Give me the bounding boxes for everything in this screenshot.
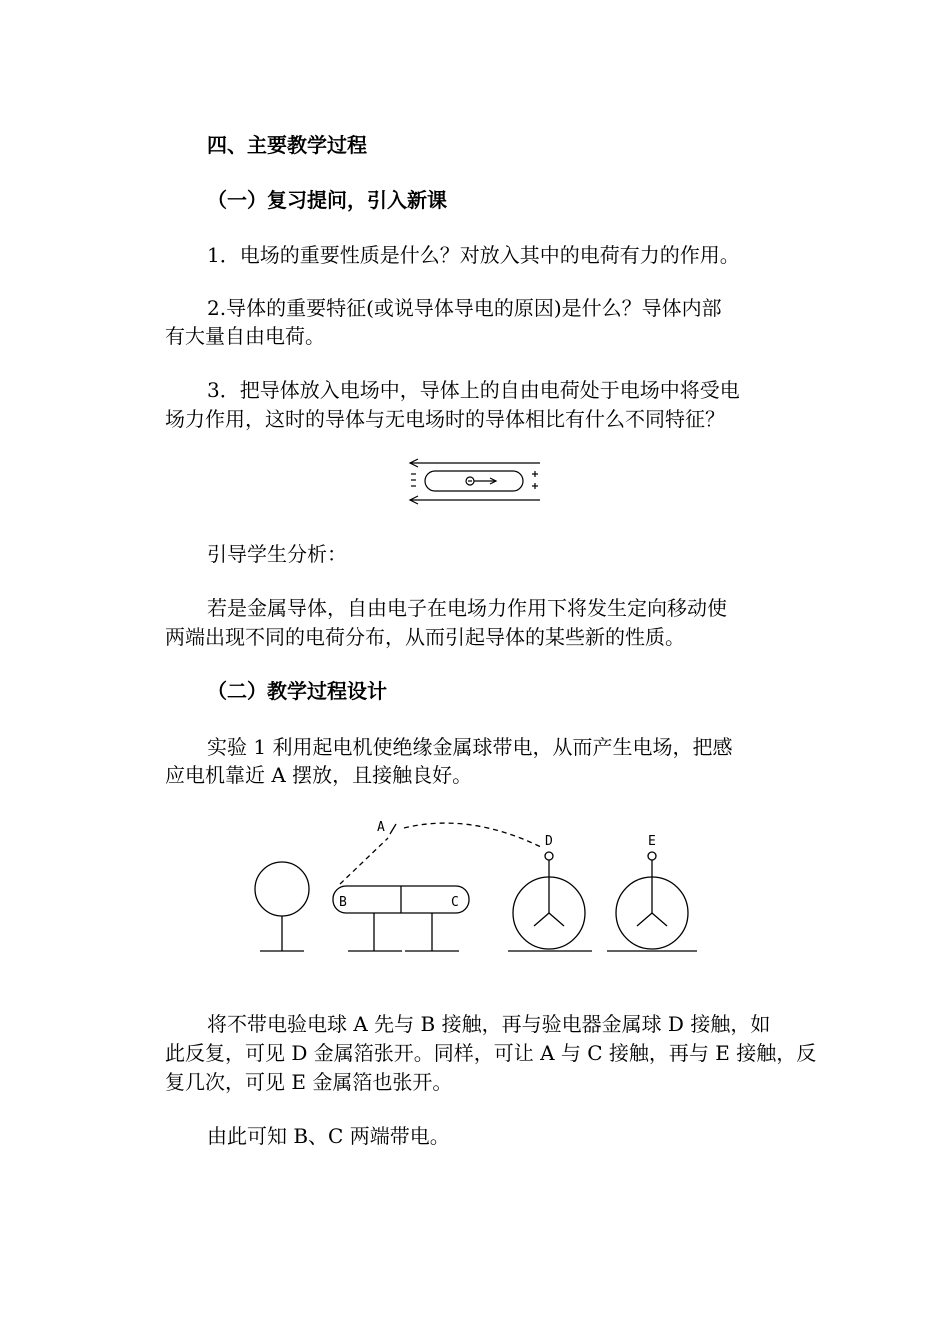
label-a: A bbox=[377, 820, 385, 835]
conductor-field-figure bbox=[410, 459, 540, 504]
label-d: D bbox=[545, 834, 553, 849]
electroscope-e-leaf bbox=[637, 913, 652, 926]
experiment-1-line-2: 应电机靠近 A 摆放，且接触良好。 bbox=[165, 763, 473, 787]
label-c: C bbox=[451, 895, 459, 910]
observation-line-1: 将不带电验电球 A 先与 B 接触，再与验电器金属球 D 接触，如 bbox=[207, 1012, 771, 1036]
label-b: B bbox=[339, 895, 347, 910]
question-3-line-1: 3．把导体放入电场中，导体上的自由电荷处于电场中将受电 bbox=[207, 378, 740, 402]
observation-line-2: 此反复，可见 D 金属箔张开。同样，可让 A 与 C 接触，再与 E 接触，反 bbox=[165, 1041, 817, 1065]
probe-a bbox=[390, 824, 396, 834]
section-2-title: （二）教学过程设计 bbox=[207, 679, 387, 703]
probe-path-to-b bbox=[340, 838, 388, 884]
question-2-line-1: 2.导体的重要特征(或说导体导电的原因)是什么？导体内部 bbox=[207, 296, 722, 320]
electroscope-d-leaf bbox=[549, 913, 564, 926]
question-2-line-2: 有大量自由电荷。 bbox=[165, 324, 325, 348]
charged-sphere bbox=[255, 862, 309, 916]
label-e: E bbox=[648, 834, 656, 849]
analysis-line-2: 两端出现不同的电荷分布，从而引起导体的某些新的性质。 bbox=[165, 625, 685, 649]
analysis-line-1: 若是金属导体，自由电子在电场力作用下将发生定向移动使 bbox=[207, 596, 727, 620]
observation-line-3: 复几次，可见 E 金属箔也张开。 bbox=[165, 1070, 453, 1094]
experiment-1-line-1: 实验 1 利用起电机使绝缘金属球带电，从而产生电场，把感 bbox=[207, 735, 733, 759]
main-heading: 四、主要教学过程 bbox=[207, 133, 367, 157]
induction-experiment-figure bbox=[255, 823, 697, 951]
question-1: 1．电场的重要性质是什么？对放入其中的电荷有力的作用。 bbox=[207, 243, 740, 267]
conclusion-text: 由此可知 B、C 两端带电。 bbox=[207, 1124, 450, 1148]
electroscope-d-leaf bbox=[534, 913, 549, 926]
question-3-line-2: 场力作用，这时的导体与无电场时的导体相比有什么不同特征？ bbox=[165, 407, 725, 431]
electroscope-d-knob bbox=[545, 852, 553, 860]
electroscope-e-knob bbox=[648, 852, 656, 860]
section-1-title: （一）复习提问，引入新课 bbox=[207, 188, 447, 212]
electroscope-e-leaf bbox=[652, 913, 667, 926]
guide-text: 引导学生分析： bbox=[207, 542, 347, 566]
probe-path-to-d bbox=[404, 823, 543, 848]
